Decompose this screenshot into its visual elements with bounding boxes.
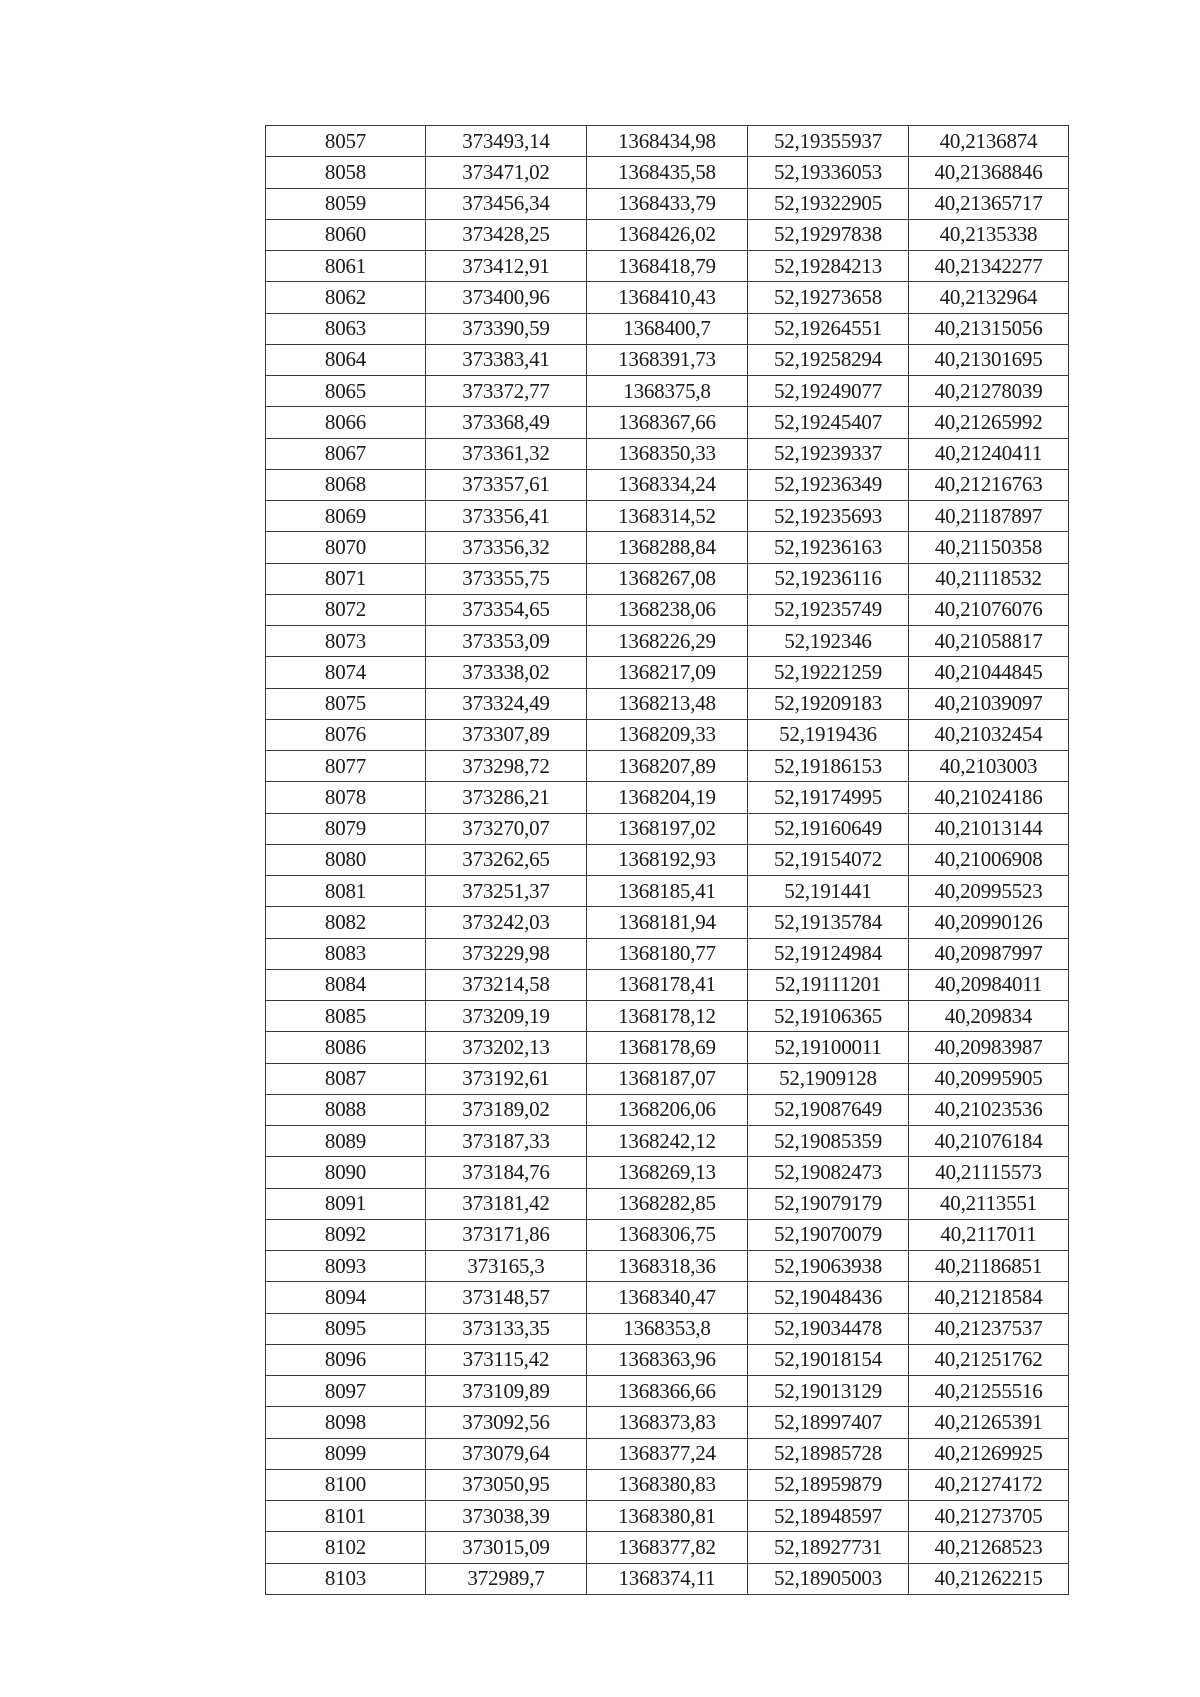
y-coordinate-cell: 1368374,11 — [587, 1563, 748, 1594]
table-row — [266, 1188, 1069, 1219]
x-coordinate-cell: 373262,65 — [426, 844, 587, 875]
longitude-cell: 40,20983987 — [909, 1032, 1069, 1063]
table-row — [266, 938, 1069, 969]
x-coordinate-cell: 373356,32 — [426, 532, 587, 563]
point-number-cell: 8057 — [266, 126, 426, 157]
point-number-cell: 8103 — [266, 1563, 426, 1594]
longitude-cell: 40,2135338 — [909, 219, 1069, 250]
longitude-cell: 40,21265992 — [909, 407, 1069, 438]
x-coordinate-cell: 373412,91 — [426, 251, 587, 282]
latitude-cell: 52,18905003 — [748, 1563, 909, 1594]
y-coordinate-cell: 1368206,06 — [587, 1094, 748, 1125]
table-row — [266, 1032, 1069, 1063]
table-row — [266, 1063, 1069, 1094]
x-coordinate-cell: 373133,35 — [426, 1313, 587, 1344]
longitude-cell: 40,21006908 — [909, 844, 1069, 875]
point-number-cell: 8084 — [266, 969, 426, 1000]
point-number-cell: 8070 — [266, 532, 426, 563]
longitude-cell: 40,21023536 — [909, 1094, 1069, 1125]
longitude-cell: 40,20984011 — [909, 969, 1069, 1000]
x-coordinate-cell: 373209,19 — [426, 1001, 587, 1032]
point-number-cell: 8059 — [266, 188, 426, 219]
table-row — [266, 563, 1069, 594]
y-coordinate-cell: 1368426,02 — [587, 219, 748, 250]
y-coordinate-cell: 1368434,98 — [587, 126, 748, 157]
latitude-cell: 52,1919436 — [748, 719, 909, 750]
table-row — [266, 501, 1069, 532]
table-row — [266, 469, 1069, 500]
table-row — [266, 251, 1069, 282]
y-coordinate-cell: 1368391,73 — [587, 344, 748, 375]
latitude-cell: 52,18959879 — [748, 1469, 909, 1500]
point-number-cell: 8090 — [266, 1157, 426, 1188]
point-number-cell: 8067 — [266, 438, 426, 469]
table-row — [266, 376, 1069, 407]
latitude-cell: 52,18927731 — [748, 1532, 909, 1563]
point-number-cell: 8068 — [266, 469, 426, 500]
latitude-cell: 52,19186153 — [748, 751, 909, 782]
y-coordinate-cell: 1368209,33 — [587, 719, 748, 750]
latitude-cell: 52,19355937 — [748, 126, 909, 157]
y-coordinate-cell: 1368363,96 — [587, 1344, 748, 1375]
y-coordinate-cell: 1368197,02 — [587, 813, 748, 844]
x-coordinate-cell: 373079,64 — [426, 1438, 587, 1469]
point-number-cell: 8066 — [266, 407, 426, 438]
latitude-cell: 52,19111201 — [748, 969, 909, 1000]
y-coordinate-cell: 1368185,41 — [587, 876, 748, 907]
y-coordinate-cell: 1368192,93 — [587, 844, 748, 875]
latitude-cell: 52,19239337 — [748, 438, 909, 469]
y-coordinate-cell: 1368353,8 — [587, 1313, 748, 1344]
y-coordinate-cell: 1368410,43 — [587, 282, 748, 313]
x-coordinate-cell: 373148,57 — [426, 1282, 587, 1313]
point-number-cell: 8093 — [266, 1251, 426, 1282]
x-coordinate-cell: 373383,41 — [426, 344, 587, 375]
table-row — [266, 657, 1069, 688]
x-coordinate-cell: 373354,65 — [426, 594, 587, 625]
point-number-cell: 8082 — [266, 907, 426, 938]
longitude-cell: 40,2136874 — [909, 126, 1069, 157]
table-row — [266, 1001, 1069, 1032]
table-row — [266, 1126, 1069, 1157]
y-coordinate-cell: 1368350,33 — [587, 438, 748, 469]
table-row — [266, 1438, 1069, 1469]
y-coordinate-cell: 1368217,09 — [587, 657, 748, 688]
table-row — [266, 313, 1069, 344]
latitude-cell: 52,192346 — [748, 626, 909, 657]
y-coordinate-cell: 1368340,47 — [587, 1282, 748, 1313]
latitude-cell: 52,19124984 — [748, 938, 909, 969]
point-number-cell: 8095 — [266, 1313, 426, 1344]
x-coordinate-cell: 373251,37 — [426, 876, 587, 907]
point-number-cell: 8064 — [266, 344, 426, 375]
latitude-cell: 52,19079179 — [748, 1188, 909, 1219]
y-coordinate-cell: 1368213,48 — [587, 688, 748, 719]
longitude-cell: 40,21032454 — [909, 719, 1069, 750]
table-row — [266, 1469, 1069, 1500]
y-coordinate-cell: 1368380,83 — [587, 1469, 748, 1500]
table-row — [266, 1407, 1069, 1438]
x-coordinate-cell: 373187,33 — [426, 1126, 587, 1157]
x-coordinate-cell: 373270,07 — [426, 813, 587, 844]
latitude-cell: 52,19235749 — [748, 594, 909, 625]
y-coordinate-cell: 1368375,8 — [587, 376, 748, 407]
latitude-cell: 52,18948597 — [748, 1501, 909, 1532]
longitude-cell: 40,21076184 — [909, 1126, 1069, 1157]
latitude-cell: 52,19221259 — [748, 657, 909, 688]
point-number-cell: 8089 — [266, 1126, 426, 1157]
table-row — [266, 1501, 1069, 1532]
latitude-cell: 52,19249077 — [748, 376, 909, 407]
table-row — [266, 813, 1069, 844]
x-coordinate-cell: 373390,59 — [426, 313, 587, 344]
point-number-cell: 8081 — [266, 876, 426, 907]
point-number-cell: 8098 — [266, 1407, 426, 1438]
table-row — [266, 907, 1069, 938]
longitude-cell: 40,21368846 — [909, 157, 1069, 188]
table-row — [266, 219, 1069, 250]
longitude-cell: 40,21265391 — [909, 1407, 1069, 1438]
x-coordinate-cell: 373372,77 — [426, 376, 587, 407]
x-coordinate-cell: 373038,39 — [426, 1501, 587, 1532]
y-coordinate-cell: 1368314,52 — [587, 501, 748, 532]
y-coordinate-cell: 1368435,58 — [587, 157, 748, 188]
point-number-cell: 8083 — [266, 938, 426, 969]
longitude-cell: 40,21251762 — [909, 1344, 1069, 1375]
latitude-cell: 52,19034478 — [748, 1313, 909, 1344]
x-coordinate-cell: 373189,02 — [426, 1094, 587, 1125]
x-coordinate-cell: 373050,95 — [426, 1469, 587, 1500]
y-coordinate-cell: 1368178,41 — [587, 969, 748, 1000]
point-number-cell: 8092 — [266, 1219, 426, 1250]
longitude-cell: 40,20995523 — [909, 876, 1069, 907]
y-coordinate-cell: 1368306,75 — [587, 1219, 748, 1250]
x-coordinate-cell: 373338,02 — [426, 657, 587, 688]
point-number-cell: 8087 — [266, 1063, 426, 1094]
point-number-cell: 8079 — [266, 813, 426, 844]
point-number-cell: 8076 — [266, 719, 426, 750]
y-coordinate-cell: 1368181,94 — [587, 907, 748, 938]
latitude-cell: 52,19297838 — [748, 219, 909, 250]
y-coordinate-cell: 1368366,66 — [587, 1376, 748, 1407]
x-coordinate-cell: 373361,32 — [426, 438, 587, 469]
y-coordinate-cell: 1368226,29 — [587, 626, 748, 657]
y-coordinate-cell: 1368187,07 — [587, 1063, 748, 1094]
latitude-cell: 52,19236349 — [748, 469, 909, 500]
x-coordinate-cell: 373353,09 — [426, 626, 587, 657]
longitude-cell: 40,21013144 — [909, 813, 1069, 844]
longitude-cell: 40,21268523 — [909, 1532, 1069, 1563]
x-coordinate-cell: 373115,42 — [426, 1344, 587, 1375]
latitude-cell: 52,19100011 — [748, 1032, 909, 1063]
point-number-cell: 8094 — [266, 1282, 426, 1313]
x-coordinate-cell: 373471,02 — [426, 157, 587, 188]
point-number-cell: 8096 — [266, 1344, 426, 1375]
table-row — [266, 1313, 1069, 1344]
point-number-cell: 8073 — [266, 626, 426, 657]
x-coordinate-cell: 373357,61 — [426, 469, 587, 500]
y-coordinate-cell: 1368400,7 — [587, 313, 748, 344]
longitude-cell: 40,21076076 — [909, 594, 1069, 625]
longitude-cell: 40,21115573 — [909, 1157, 1069, 1188]
x-coordinate-cell: 373356,41 — [426, 501, 587, 532]
longitude-cell: 40,21118532 — [909, 563, 1069, 594]
x-coordinate-cell: 373214,58 — [426, 969, 587, 1000]
point-number-cell: 8069 — [266, 501, 426, 532]
latitude-cell: 52,19063938 — [748, 1251, 909, 1282]
latitude-cell: 52,19087649 — [748, 1094, 909, 1125]
point-number-cell: 8085 — [266, 1001, 426, 1032]
x-coordinate-cell: 373493,14 — [426, 126, 587, 157]
y-coordinate-cell: 1368433,79 — [587, 188, 748, 219]
point-number-cell: 8101 — [266, 1501, 426, 1532]
y-coordinate-cell: 1368178,12 — [587, 1001, 748, 1032]
table-row — [266, 844, 1069, 875]
table-row — [266, 626, 1069, 657]
table-row — [266, 344, 1069, 375]
latitude-cell: 52,19082473 — [748, 1157, 909, 1188]
table-row — [266, 719, 1069, 750]
y-coordinate-cell: 1368180,77 — [587, 938, 748, 969]
longitude-cell: 40,21058817 — [909, 626, 1069, 657]
table-row — [266, 1532, 1069, 1563]
x-coordinate-cell: 373171,86 — [426, 1219, 587, 1250]
table-row — [266, 969, 1069, 1000]
y-coordinate-cell: 1368269,13 — [587, 1157, 748, 1188]
longitude-cell: 40,21186851 — [909, 1251, 1069, 1282]
longitude-cell: 40,20995905 — [909, 1063, 1069, 1094]
latitude-cell: 52,19264551 — [748, 313, 909, 344]
latitude-cell: 52,18985728 — [748, 1438, 909, 1469]
point-number-cell: 8100 — [266, 1469, 426, 1500]
x-coordinate-cell: 373456,34 — [426, 188, 587, 219]
x-coordinate-cell: 373355,75 — [426, 563, 587, 594]
point-number-cell: 8063 — [266, 313, 426, 344]
x-coordinate-cell: 373015,09 — [426, 1532, 587, 1563]
table-row — [266, 126, 1069, 157]
latitude-cell: 52,19209183 — [748, 688, 909, 719]
longitude-cell: 40,21187897 — [909, 501, 1069, 532]
longitude-cell: 40,21039097 — [909, 688, 1069, 719]
longitude-cell: 40,21342277 — [909, 251, 1069, 282]
latitude-cell: 52,19013129 — [748, 1376, 909, 1407]
point-number-cell: 8060 — [266, 219, 426, 250]
x-coordinate-cell: 373229,98 — [426, 938, 587, 969]
table-row — [266, 688, 1069, 719]
longitude-cell: 40,21150358 — [909, 532, 1069, 563]
latitude-cell: 52,19258294 — [748, 344, 909, 375]
y-coordinate-cell: 1368418,79 — [587, 251, 748, 282]
y-coordinate-cell: 1368367,66 — [587, 407, 748, 438]
table-row — [266, 1563, 1069, 1594]
y-coordinate-cell: 1368242,12 — [587, 1126, 748, 1157]
y-coordinate-cell: 1368282,85 — [587, 1188, 748, 1219]
longitude-cell: 40,21024186 — [909, 782, 1069, 813]
y-coordinate-cell: 1368267,08 — [587, 563, 748, 594]
table-row — [266, 157, 1069, 188]
latitude-cell: 52,19160649 — [748, 813, 909, 844]
y-coordinate-cell: 1368238,06 — [587, 594, 748, 625]
table-row — [266, 594, 1069, 625]
x-coordinate-cell: 373242,03 — [426, 907, 587, 938]
latitude-cell: 52,19070079 — [748, 1219, 909, 1250]
longitude-cell: 40,2132964 — [909, 282, 1069, 313]
y-coordinate-cell: 1368204,19 — [587, 782, 748, 813]
x-coordinate-cell: 373368,49 — [426, 407, 587, 438]
point-number-cell: 8097 — [266, 1376, 426, 1407]
longitude-cell: 40,21273705 — [909, 1501, 1069, 1532]
longitude-cell: 40,2113551 — [909, 1188, 1069, 1219]
latitude-cell: 52,19154072 — [748, 844, 909, 875]
latitude-cell: 52,19336053 — [748, 157, 909, 188]
longitude-cell: 40,21262215 — [909, 1563, 1069, 1594]
table-row — [266, 1344, 1069, 1375]
latitude-cell: 52,19174995 — [748, 782, 909, 813]
longitude-cell: 40,21365717 — [909, 188, 1069, 219]
table-row — [266, 1376, 1069, 1407]
x-coordinate-cell: 373400,96 — [426, 282, 587, 313]
x-coordinate-cell: 373092,56 — [426, 1407, 587, 1438]
longitude-cell: 40,209834 — [909, 1001, 1069, 1032]
table-row — [266, 1282, 1069, 1313]
x-coordinate-cell: 373184,76 — [426, 1157, 587, 1188]
table-row — [266, 407, 1069, 438]
point-number-cell: 8099 — [266, 1438, 426, 1469]
point-number-cell: 8086 — [266, 1032, 426, 1063]
table-row — [266, 876, 1069, 907]
point-number-cell: 8102 — [266, 1532, 426, 1563]
longitude-cell: 40,21315056 — [909, 313, 1069, 344]
point-number-cell: 8075 — [266, 688, 426, 719]
latitude-cell: 52,19273658 — [748, 282, 909, 313]
x-coordinate-cell: 373202,13 — [426, 1032, 587, 1063]
point-number-cell: 8077 — [266, 751, 426, 782]
x-coordinate-cell: 373181,42 — [426, 1188, 587, 1219]
longitude-cell: 40,2103003 — [909, 751, 1069, 782]
x-coordinate-cell: 372989,7 — [426, 1563, 587, 1594]
point-number-cell: 8071 — [266, 563, 426, 594]
longitude-cell: 40,2117011 — [909, 1219, 1069, 1250]
x-coordinate-cell: 373307,89 — [426, 719, 587, 750]
point-number-cell: 8091 — [266, 1188, 426, 1219]
longitude-cell: 40,20987997 — [909, 938, 1069, 969]
coordinates-table-body — [266, 126, 1069, 1595]
y-coordinate-cell: 1368377,24 — [587, 1438, 748, 1469]
x-coordinate-cell: 373109,89 — [426, 1376, 587, 1407]
x-coordinate-cell: 373428,25 — [426, 219, 587, 250]
table-row — [266, 532, 1069, 563]
y-coordinate-cell: 1368377,82 — [587, 1532, 748, 1563]
longitude-cell: 40,21237537 — [909, 1313, 1069, 1344]
y-coordinate-cell: 1368318,36 — [587, 1251, 748, 1282]
longitude-cell: 40,21301695 — [909, 344, 1069, 375]
point-number-cell: 8062 — [266, 282, 426, 313]
table-row — [266, 188, 1069, 219]
longitude-cell: 40,21216763 — [909, 469, 1069, 500]
y-coordinate-cell: 1368178,69 — [587, 1032, 748, 1063]
point-number-cell: 8058 — [266, 157, 426, 188]
point-number-cell: 8061 — [266, 251, 426, 282]
table-row — [266, 438, 1069, 469]
point-number-cell: 8072 — [266, 594, 426, 625]
y-coordinate-cell: 1368288,84 — [587, 532, 748, 563]
longitude-cell: 40,21044845 — [909, 657, 1069, 688]
latitude-cell: 52,19236116 — [748, 563, 909, 594]
longitude-cell: 40,21278039 — [909, 376, 1069, 407]
longitude-cell: 40,21255516 — [909, 1376, 1069, 1407]
latitude-cell: 52,191441 — [748, 876, 909, 907]
coordinates-table — [265, 125, 1069, 1595]
point-number-cell: 8080 — [266, 844, 426, 875]
longitude-cell: 40,20990126 — [909, 907, 1069, 938]
latitude-cell: 52,19284213 — [748, 251, 909, 282]
table-row — [266, 1094, 1069, 1125]
x-coordinate-cell: 373324,49 — [426, 688, 587, 719]
table-row — [266, 282, 1069, 313]
latitude-cell: 52,19018154 — [748, 1344, 909, 1375]
latitude-cell: 52,19135784 — [748, 907, 909, 938]
latitude-cell: 52,19085359 — [748, 1126, 909, 1157]
latitude-cell: 52,18997407 — [748, 1407, 909, 1438]
y-coordinate-cell: 1368373,83 — [587, 1407, 748, 1438]
latitude-cell: 52,19245407 — [748, 407, 909, 438]
table-row — [266, 782, 1069, 813]
x-coordinate-cell: 373192,61 — [426, 1063, 587, 1094]
longitude-cell: 40,21240411 — [909, 438, 1069, 469]
point-number-cell: 8078 — [266, 782, 426, 813]
latitude-cell: 52,19236163 — [748, 532, 909, 563]
point-number-cell: 8088 — [266, 1094, 426, 1125]
table-row — [266, 1157, 1069, 1188]
latitude-cell: 52,19106365 — [748, 1001, 909, 1032]
latitude-cell: 52,1909128 — [748, 1063, 909, 1094]
longitude-cell: 40,21274172 — [909, 1469, 1069, 1500]
x-coordinate-cell: 373286,21 — [426, 782, 587, 813]
y-coordinate-cell: 1368380,81 — [587, 1501, 748, 1532]
longitude-cell: 40,21218584 — [909, 1282, 1069, 1313]
latitude-cell: 52,19235693 — [748, 501, 909, 532]
table-row — [266, 1219, 1069, 1250]
longitude-cell: 40,21269925 — [909, 1438, 1069, 1469]
y-coordinate-cell: 1368207,89 — [587, 751, 748, 782]
x-coordinate-cell: 373298,72 — [426, 751, 587, 782]
latitude-cell: 52,19322905 — [748, 188, 909, 219]
y-coordinate-cell: 1368334,24 — [587, 469, 748, 500]
table-row — [266, 1251, 1069, 1282]
point-number-cell: 8065 — [266, 376, 426, 407]
point-number-cell: 8074 — [266, 657, 426, 688]
table-row — [266, 751, 1069, 782]
x-coordinate-cell: 373165,3 — [426, 1251, 587, 1282]
latitude-cell: 52,19048436 — [748, 1282, 909, 1313]
